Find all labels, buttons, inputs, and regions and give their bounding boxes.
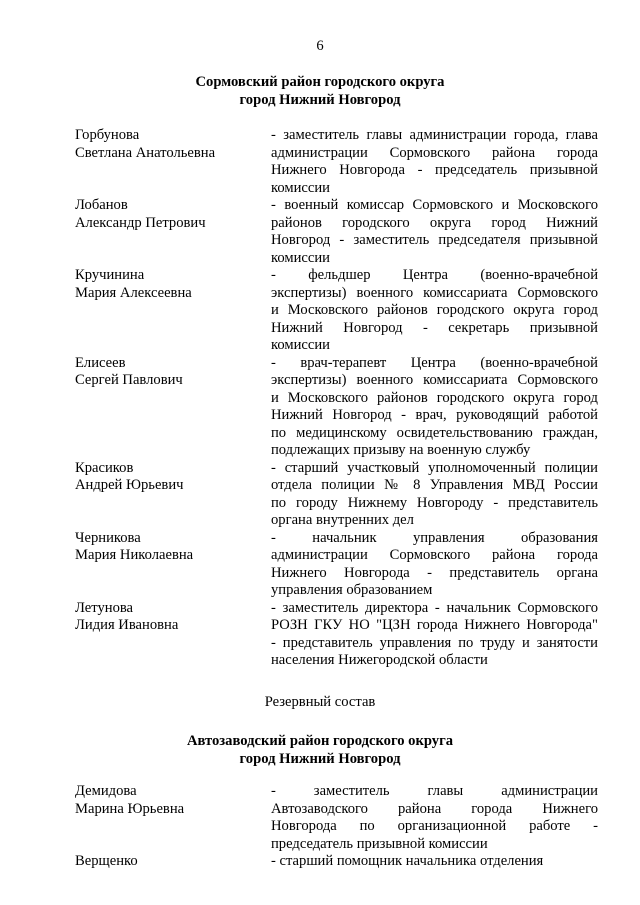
member-role-line: комиссии <box>271 179 330 196</box>
member-role-line: - военный комиссар Сормовского и Московского <box>271 197 598 213</box>
member-name-line: Марина Юрьевна <box>75 800 185 817</box>
member-role-line: - представитель управления по труду и занятости <box>271 634 598 651</box>
member-role-line: и Московского районов городского округа город <box>271 389 598 406</box>
member-role-line: Нижний Новгород - секретарь призывной <box>271 319 598 336</box>
member-role <box>271 460 598 530</box>
member-name <box>75 853 271 871</box>
member-role <box>271 127 598 197</box>
member-role-line: - старший помощник начальника отделения <box>271 853 544 869</box>
member-role-line: комиссии <box>271 337 330 353</box>
reserve-label: Резервный состав <box>264 694 376 710</box>
member-row <box>75 267 598 355</box>
section-heading-line: город Нижний Новгород <box>239 750 401 767</box>
member-role-line: по городу Нижнему Новгороду - представитель <box>271 494 598 511</box>
section-heading-line: Автозаводский район городского округа <box>186 733 454 749</box>
member-role-line: - заместитель главы администрации города, глава <box>271 127 598 143</box>
member-name-line: Кручинина <box>75 267 145 283</box>
member-role-line: отдела полиции № 8 Управления МВД России <box>271 477 598 493</box>
member-role-line: - старший участковый уполномоченный полиции <box>271 459 598 476</box>
member-role <box>271 355 598 460</box>
member-name <box>75 355 271 460</box>
member-row <box>75 127 598 197</box>
member-name <box>75 267 271 355</box>
member-name-line: Мария Алексеевна <box>75 284 192 301</box>
member-role-line: - фельдшер Центра (военно-врачебной <box>271 267 598 283</box>
member-row <box>75 355 598 460</box>
member-role-line: по медицинскому освидетельствованию граждан, <box>271 424 598 441</box>
member-role <box>271 267 598 355</box>
member-name <box>75 460 271 530</box>
member-role-line: администрации Сормовского района города <box>271 547 598 563</box>
member-role-line: РОЗН ГКУ НО "ЦЗН города Нижнего Новгорода" <box>271 617 598 633</box>
member-role-line: - заместитель директора - начальник Сормовского <box>271 599 598 616</box>
member-role-line: Нижнего Новгорода - председатель призывной <box>271 162 598 178</box>
member-name-line: Черникова <box>75 529 141 546</box>
member-name-line: Мария Николаевна <box>75 547 194 563</box>
section-heading-sormovsky <box>0 74 640 109</box>
member-name-line: Андрей Юрьевич <box>75 477 184 493</box>
member-name-line: Горбунова <box>75 127 140 143</box>
member-name-line: Красиков <box>75 459 134 476</box>
member-role-line: и Московского районов городского округа город <box>271 302 598 318</box>
member-name <box>75 127 271 197</box>
member-role-line: администрации Сормовского района города <box>271 144 598 161</box>
member-name-line: Александр Петрович <box>75 214 206 231</box>
page-number: 6 <box>316 38 324 54</box>
member-role-line: - врач-терапевт Центра (военно-врачебной <box>271 354 598 371</box>
member-role <box>271 853 598 871</box>
member-row <box>75 460 598 530</box>
member-role <box>271 600 598 670</box>
member-role <box>271 197 598 267</box>
member-role-line: экспертизы) военного комиссариата Сормовского <box>271 284 598 301</box>
member-name <box>75 530 271 600</box>
section-heading-avtozavodsky <box>0 733 640 768</box>
member-list-sormovsky <box>75 127 598 670</box>
member-row <box>75 783 598 853</box>
member-role-line: председатель призывной комиссии <box>271 835 488 852</box>
member-role <box>271 530 598 600</box>
member-row <box>75 853 598 871</box>
member-role-line: районов городского округа город Нижний <box>271 214 598 231</box>
member-role-line: комиссии <box>271 249 330 266</box>
member-role-line: - начальник управления образования <box>271 529 598 546</box>
member-name-line: Сергей Павлович <box>75 372 183 388</box>
member-role <box>271 783 598 853</box>
member-role-line: подлежащих призыву на военную службу <box>271 442 531 458</box>
member-name <box>75 783 271 853</box>
member-role-line: - заместитель главы администрации <box>271 783 598 799</box>
member-name-line: Лобанов <box>75 197 128 213</box>
member-name-line: Верщенко <box>75 853 138 869</box>
member-role-line: экспертизы) военного комиссариата Сормовского <box>271 372 598 388</box>
member-role-line: управления образованием <box>271 582 433 598</box>
member-role-line: населения Нижегородской области <box>271 652 488 668</box>
member-name <box>75 600 271 670</box>
member-list-avtozavodsky <box>75 783 598 871</box>
member-row <box>75 530 598 600</box>
member-role-line: органа внутренних дел <box>271 512 414 528</box>
member-role-line: Новгород - заместитель председателя призывной <box>271 232 598 248</box>
member-row <box>75 600 598 670</box>
member-role-line: Новгорода по организационной работе - <box>271 818 598 834</box>
member-name-line: Демидова <box>75 783 137 799</box>
member-name-line: Лидия Ивановна <box>75 617 179 633</box>
member-row <box>75 197 598 267</box>
member-role-line: Нижнего Новгорода - представитель органа <box>271 564 598 581</box>
section-heading-line: город Нижний Новгород <box>239 91 401 108</box>
member-name-line: Елисеев <box>75 354 126 371</box>
member-role-line: Автозаводского района города Нижнего <box>271 800 598 817</box>
member-role-line: Нижний Новгород - врач, руководящий работой <box>271 407 598 423</box>
member-name-line: Летунова <box>75 599 134 616</box>
member-name <box>75 197 271 267</box>
member-name-line: Светлана Анатольевна <box>75 144 216 161</box>
section-heading-line: Сормовский район городского округа <box>195 74 445 90</box>
